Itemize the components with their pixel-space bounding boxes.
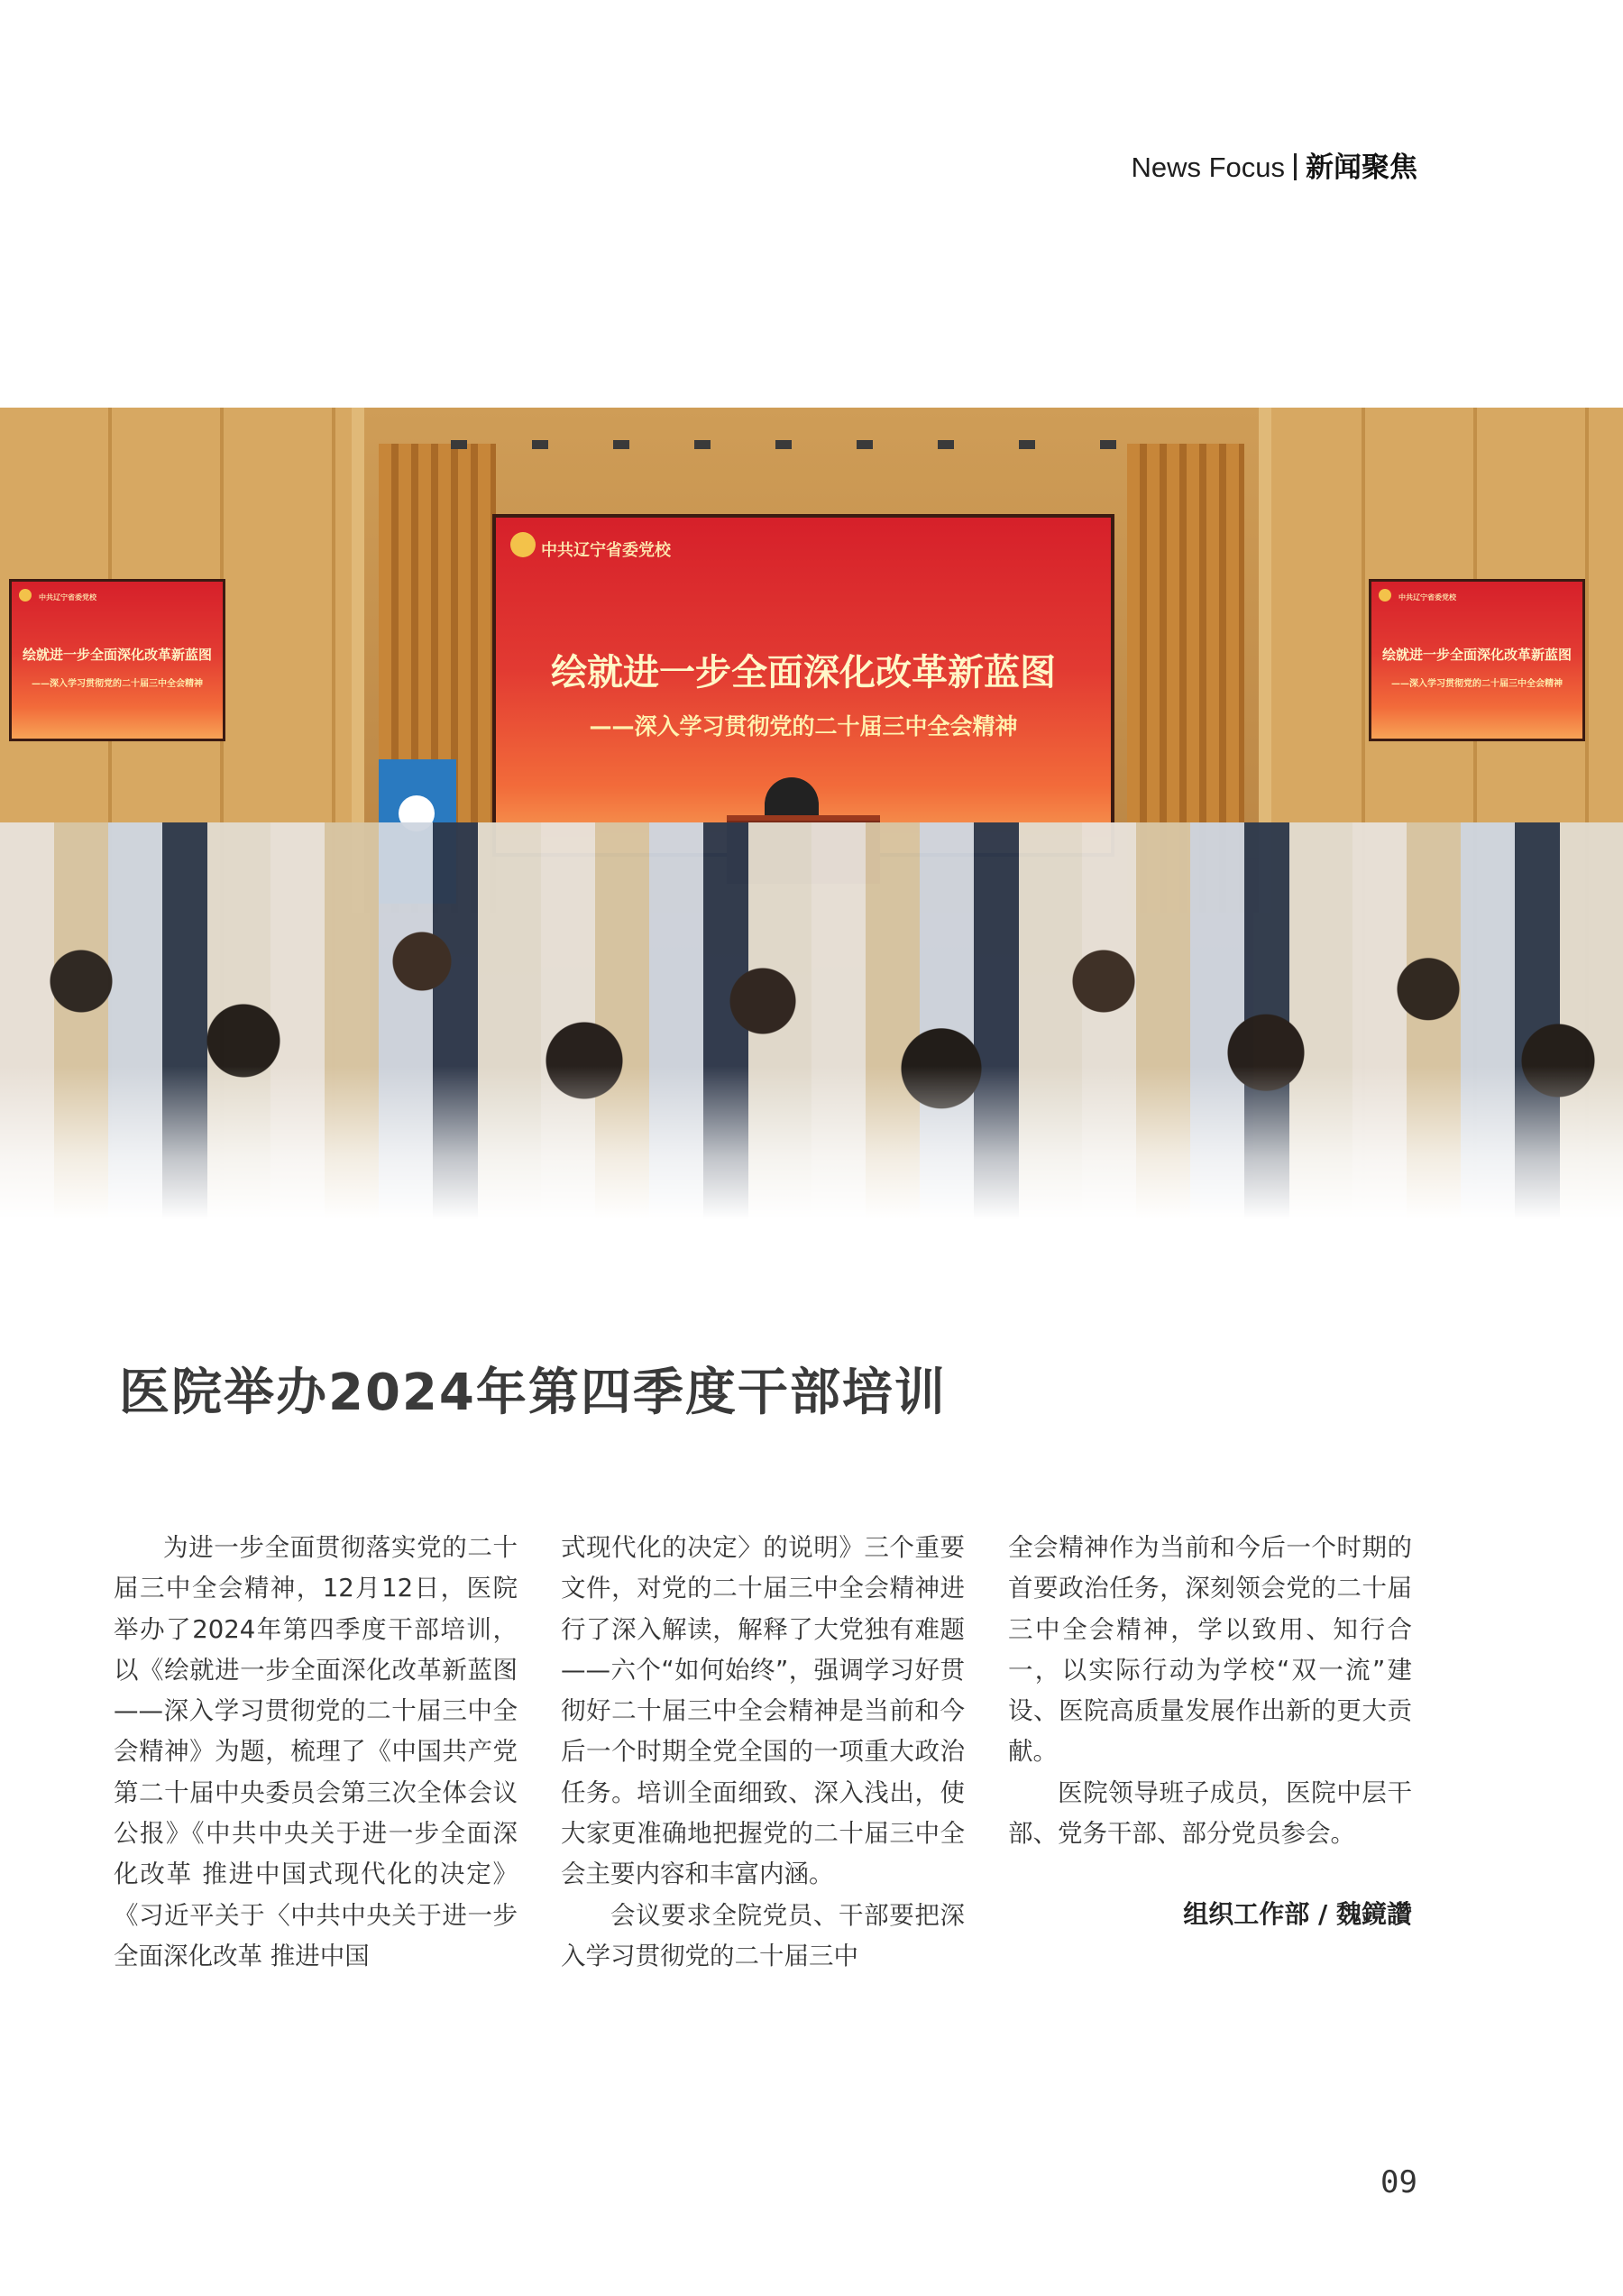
screen-subtitle: ——深入学习贯彻党的二十届三中全会精神 — [589, 713, 1018, 739]
page-number: 09 — [1380, 2164, 1417, 2200]
screen-title: 绘就进一步全面深化改革新蓝图 — [551, 652, 1056, 693]
author-byline: 组织工作部 / 魏鏡讚 — [1183, 1899, 1412, 1929]
article-paragraph: 全会精神作为当前和今后一个时期的首要政治任务，深刻领会党的二十届三中全会精神，学以致用、知行合一，以实际行动为学校“双一流”建设、医院高质量发展作出新的更大贡献。 — [1008, 1533, 1412, 1767]
section-name-cn: 新闻聚焦 — [1306, 152, 1417, 184]
article-title: 医院举办2024年第四季度干部培训 — [119, 1364, 947, 1422]
screen-title: 绘就进一步全面深化改革新蓝图 — [1381, 647, 1572, 663]
article-column-3 — [1008, 1528, 1412, 1854]
article-column-2 — [561, 1528, 965, 1977]
screen-org-name: 中共辽宁省委党校 — [39, 593, 96, 602]
article-paragraph: 医院领导班子成员，医院中层干部、党务干部、部分党员参会。 — [1008, 1777, 1412, 1849]
screen-org-name: 中共辽宁省委党校 — [1398, 593, 1456, 602]
article-paragraph: 会议要求全院党员、干部要把深入学习贯彻党的二十届三中 — [561, 1900, 965, 1970]
article-column-1 — [114, 1528, 518, 1977]
party-emblem-icon — [510, 532, 536, 557]
side-screen-left — [9, 579, 225, 741]
event-photo — [0, 408, 1623, 1219]
party-emblem-icon — [19, 589, 32, 602]
stage-lights — [451, 440, 1172, 449]
section-name-en: News Focus — [1131, 152, 1285, 183]
article-paragraph: 式现代化的决定〉的说明》三个重要文件，对党的二十届三中全会精神进行了深入解读，解释了大党独有难题——六个“如何始终”，强调学习好贯彻好二十届三中全会精神是当前和今后一个时期全党全国的一项重大政治任务。培训全面细致、深入浅出，使大家更准确地把握党的二十届三中全会主要内容和丰富内涵。 — [561, 1533, 965, 1889]
screen-title: 绘就进一步全面深化改革新蓝图 — [22, 647, 212, 663]
party-emblem-icon — [1379, 589, 1391, 602]
screen-org-name: 中共辽宁省委党校 — [541, 541, 671, 560]
screen-subtitle: ——深入学习贯彻党的二十届三中全会精神 — [1391, 679, 1563, 689]
section-divider — [1294, 153, 1297, 180]
side-screen-right — [1369, 579, 1585, 741]
article-paragraph: 为进一步全面贯彻落实党的二十届三中全会精神，12月12日，医院举办了2024年第四季度干部培训，以《绘就进一步全面深化改革新蓝图——深入学习贯彻党的二十届三中全会精神》为题，梳理了《中国共产党第二十届中央委员会第三次全体会议公报》《中共中央关于进一步全面深化改革 推进中国式现代化的决定》《习近平关于〈中共中央关于进一步全面深化改革 推进中国 — [114, 1533, 518, 1970]
photo-fade-overlay — [0, 1066, 1623, 1219]
section-header — [1131, 150, 1417, 186]
screen-subtitle: ——深入学习贯彻党的二十届三中全会精神 — [32, 679, 203, 689]
